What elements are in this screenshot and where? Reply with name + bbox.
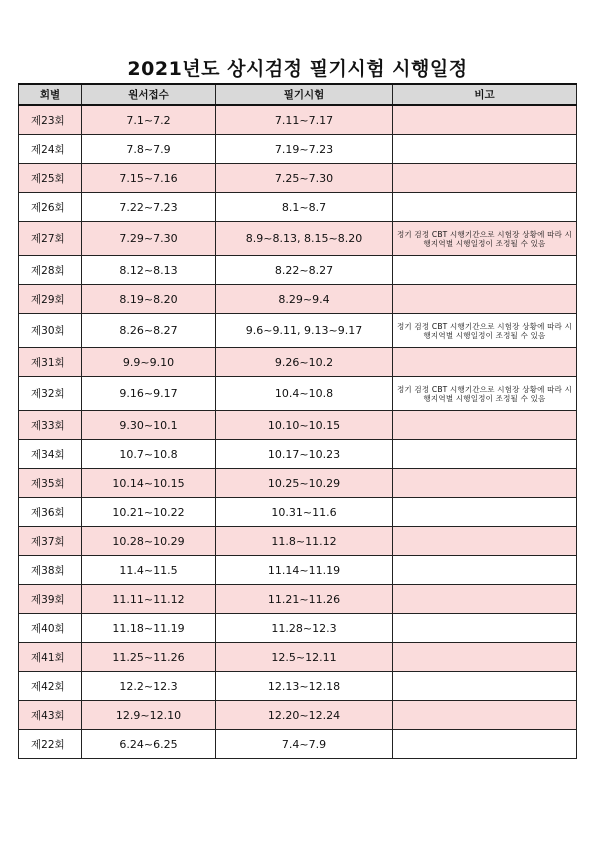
round-cell: 제38회 xyxy=(19,556,82,585)
header-exam: 필기시험 xyxy=(216,84,393,105)
note-cell xyxy=(393,285,577,314)
schedule-table xyxy=(18,83,577,759)
application-cell: 6.24~6.25 xyxy=(82,730,216,759)
application-cell: 11.4~11.5 xyxy=(82,556,216,585)
round-cell: 제34회 xyxy=(19,440,82,469)
exam-cell: 10.31~11.6 xyxy=(216,498,393,527)
table-row xyxy=(19,672,577,701)
round-cell: 제22회 xyxy=(19,730,82,759)
application-cell: 7.15~7.16 xyxy=(82,164,216,193)
note-cell xyxy=(393,193,577,222)
table-row xyxy=(19,135,577,164)
note-cell xyxy=(393,164,577,193)
round-cell: 제30회 xyxy=(19,314,82,348)
table-row xyxy=(19,498,577,527)
note-cell xyxy=(393,527,577,556)
application-cell: 11.25~11.26 xyxy=(82,643,216,672)
note-cell: 정기 검정 CBT 시행기간으로 시험장 상황에 따라 시행지역별 시행일정이 조정될 수 있음 xyxy=(393,314,577,348)
exam-cell: 8.9~8.13, 8.15~8.20 xyxy=(216,222,393,256)
table-row xyxy=(19,440,577,469)
application-cell: 9.30~10.1 xyxy=(82,411,216,440)
note-cell xyxy=(393,105,577,135)
round-cell: 제27회 xyxy=(19,222,82,256)
exam-cell: 8.29~9.4 xyxy=(216,285,393,314)
round-cell: 제29회 xyxy=(19,285,82,314)
round-cell: 제37회 xyxy=(19,527,82,556)
note-cell xyxy=(393,672,577,701)
table-row xyxy=(19,193,577,222)
exam-cell: 11.28~12.3 xyxy=(216,614,393,643)
exam-cell: 7.11~7.17 xyxy=(216,105,393,135)
table-row xyxy=(19,411,577,440)
application-cell: 11.18~11.19 xyxy=(82,614,216,643)
table-row xyxy=(19,701,577,730)
round-cell: 제41회 xyxy=(19,643,82,672)
note-cell xyxy=(393,585,577,614)
note-cell xyxy=(393,469,577,498)
exam-cell: 11.8~11.12 xyxy=(216,527,393,556)
round-cell: 제26회 xyxy=(19,193,82,222)
note-cell xyxy=(393,701,577,730)
round-cell: 제40회 xyxy=(19,614,82,643)
table-row xyxy=(19,377,577,411)
table-row xyxy=(19,469,577,498)
round-cell: 제35회 xyxy=(19,469,82,498)
exam-cell: 12.5~12.11 xyxy=(216,643,393,672)
note-cell xyxy=(393,348,577,377)
exam-cell: 12.13~12.18 xyxy=(216,672,393,701)
table-row xyxy=(19,256,577,285)
exam-cell: 10.4~10.8 xyxy=(216,377,393,411)
table-row xyxy=(19,222,577,256)
round-cell: 제42회 xyxy=(19,672,82,701)
table-row xyxy=(19,614,577,643)
header-round: 회별 xyxy=(19,84,82,105)
round-cell: 제25회 xyxy=(19,164,82,193)
application-cell: 10.14~10.15 xyxy=(82,469,216,498)
note-cell xyxy=(393,556,577,585)
schedule-body xyxy=(19,105,577,759)
table-row xyxy=(19,314,577,348)
table-row xyxy=(19,105,577,135)
header-note: 비고 xyxy=(393,84,577,105)
exam-cell: 7.4~7.9 xyxy=(216,730,393,759)
note-cell xyxy=(393,135,577,164)
table-row xyxy=(19,348,577,377)
round-cell: 제31회 xyxy=(19,348,82,377)
note-cell xyxy=(393,440,577,469)
table-row xyxy=(19,285,577,314)
page-title: 2021년도 상시검정 필기시험 시행일정 xyxy=(127,58,468,80)
application-cell: 8.12~8.13 xyxy=(82,256,216,285)
application-cell: 9.16~9.17 xyxy=(82,377,216,411)
exam-cell: 7.19~7.23 xyxy=(216,135,393,164)
exam-cell: 10.10~10.15 xyxy=(216,411,393,440)
note-cell xyxy=(393,643,577,672)
note-cell xyxy=(393,256,577,285)
note-cell xyxy=(393,498,577,527)
application-cell: 12.9~12.10 xyxy=(82,701,216,730)
round-cell: 제32회 xyxy=(19,377,82,411)
application-cell: 10.28~10.29 xyxy=(82,527,216,556)
round-cell: 제28회 xyxy=(19,256,82,285)
exam-cell: 8.22~8.27 xyxy=(216,256,393,285)
application-cell: 7.22~7.23 xyxy=(82,193,216,222)
header-row xyxy=(19,84,577,105)
note-cell xyxy=(393,730,577,759)
table-row xyxy=(19,730,577,759)
application-cell: 8.26~8.27 xyxy=(82,314,216,348)
header-application: 원서접수 xyxy=(82,84,216,105)
application-cell: 7.1~7.2 xyxy=(82,105,216,135)
exam-cell: 9.6~9.11, 9.13~9.17 xyxy=(216,314,393,348)
exam-cell: 10.25~10.29 xyxy=(216,469,393,498)
table-row xyxy=(19,164,577,193)
application-cell: 7.8~7.9 xyxy=(82,135,216,164)
round-cell: 제23회 xyxy=(19,105,82,135)
note-cell xyxy=(393,614,577,643)
table-row xyxy=(19,643,577,672)
application-cell: 10.21~10.22 xyxy=(82,498,216,527)
exam-cell: 10.17~10.23 xyxy=(216,440,393,469)
application-cell: 11.11~11.12 xyxy=(82,585,216,614)
round-cell: 제33회 xyxy=(19,411,82,440)
application-cell: 8.19~8.20 xyxy=(82,285,216,314)
table-row xyxy=(19,585,577,614)
round-cell: 제39회 xyxy=(19,585,82,614)
exam-cell: 11.14~11.19 xyxy=(216,556,393,585)
application-cell: 9.9~9.10 xyxy=(82,348,216,377)
note-cell xyxy=(393,411,577,440)
note-cell: 정기 검정 CBT 시행기간으로 시험장 상황에 따라 시행지역별 시행일정이 조정될 수 있음 xyxy=(393,377,577,411)
exam-cell: 8.1~8.7 xyxy=(216,193,393,222)
exam-cell: 9.26~10.2 xyxy=(216,348,393,377)
exam-cell: 12.20~12.24 xyxy=(216,701,393,730)
round-cell: 제43회 xyxy=(19,701,82,730)
note-cell: 정기 검정 CBT 시행기간으로 시험장 상황에 따라 시행지역별 시행일정이 조정될 수 있음 xyxy=(393,222,577,256)
application-cell: 7.29~7.30 xyxy=(82,222,216,256)
table-row xyxy=(19,556,577,585)
table-row xyxy=(19,527,577,556)
application-cell: 12.2~12.3 xyxy=(82,672,216,701)
round-cell: 제24회 xyxy=(19,135,82,164)
application-cell: 10.7~10.8 xyxy=(82,440,216,469)
exam-cell: 7.25~7.30 xyxy=(216,164,393,193)
round-cell: 제36회 xyxy=(19,498,82,527)
exam-cell: 11.21~11.26 xyxy=(216,585,393,614)
